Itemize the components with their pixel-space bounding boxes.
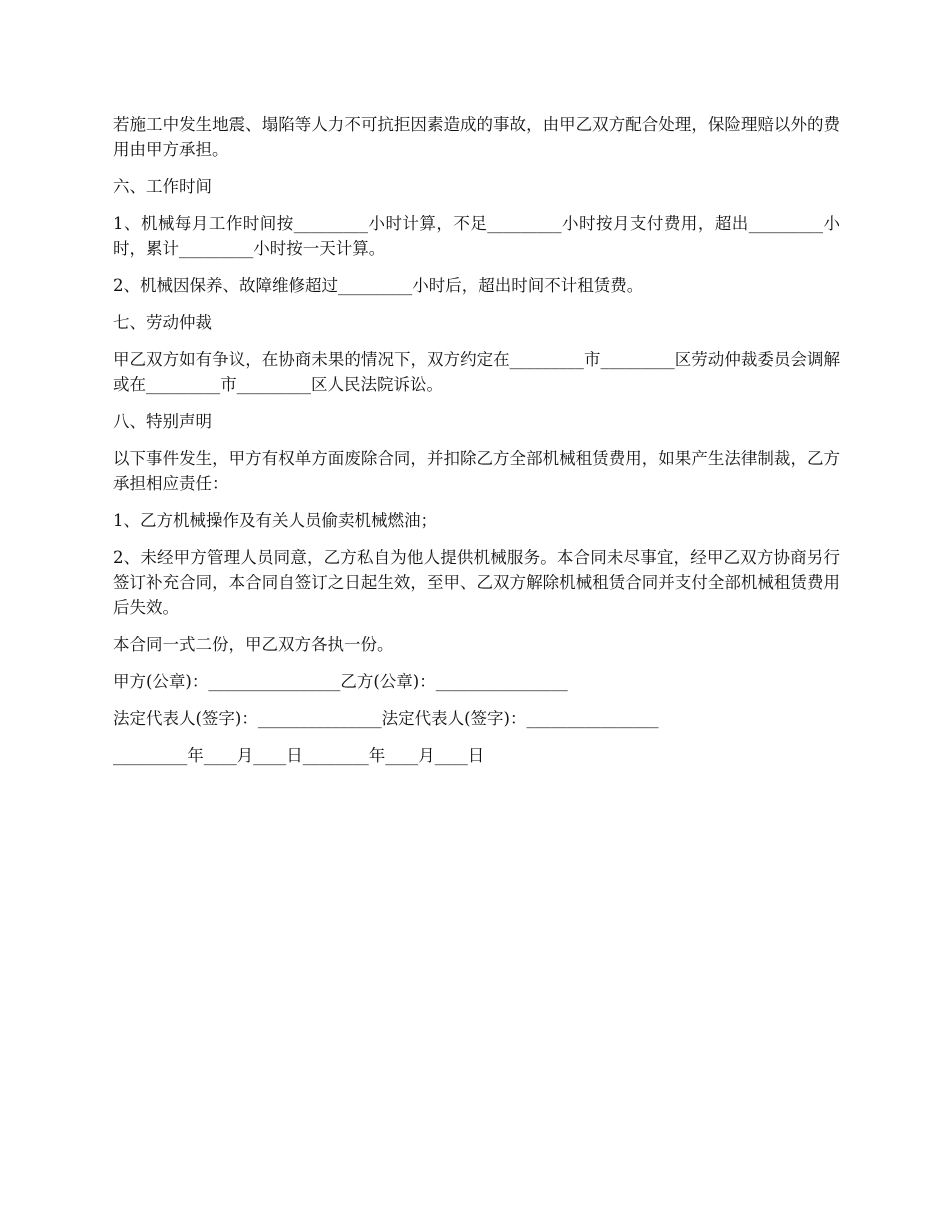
signature-date-line: _________年____月____日________年____月____日 xyxy=(113,746,485,765)
document-page xyxy=(113,112,840,780)
paragraph-copies: 本合同一式二份，甲乙双方各执一份。 xyxy=(113,635,394,654)
paragraph-unauthorized-service: 2、未经甲方管理人员同意，乙方私自为他人提供机械服务。本合同未尽事宜，经甲乙双方协商另行签订补充合同，本合同自签订之日起生效，至甲、乙双方解除机械租赁合同并支付全部机械租赁费用后失效。 xyxy=(113,548,840,617)
section-heading-work-time: 六、工作时间 xyxy=(113,177,212,196)
paragraph-force-majeure: 若施工中发生地震、塌陷等人力不可抗拒因素造成的事故，由甲乙双方配合处理，保险理赔以外的费用由甲方承担。 xyxy=(113,115,840,159)
signature-representative-line: 法定代表人(签字)：_______________法定代表人(签字)：________________ xyxy=(113,709,659,728)
paragraph-termination: 以下事件发生，甲方有权单方面废除合同，并扣除乙方全部机械租赁费用，如果产生法律制裁，乙方承担相应责任： xyxy=(113,449,840,493)
paragraph-work-hours: 1、机械每月工作时间按_________小时计算，不足_________小时按月支付费用，超出_________小时，累计_________小时按一天计算。 xyxy=(113,214,840,258)
paragraph-arbitration: 甲乙双方如有争议，在协商未果的情况下，双方约定在_________市_________区劳动仲裁委员会调解或在_________市_________区人民法院诉讼。 xyxy=(113,350,840,394)
paragraph-fuel-theft: 1、乙方机械操作及有关人员偷卖机械燃油； xyxy=(113,511,437,530)
section-heading-arbitration: 七、劳动仲裁 xyxy=(113,313,212,332)
section-heading-special-statement: 八、特别声明 xyxy=(113,412,212,431)
signature-seal-line: 甲方(公章)：________________乙方(公章)：________________ xyxy=(113,672,568,691)
paragraph-maintenance: 2、机械因保养、故障维修超过_________小时后，超出时间不计租赁费。 xyxy=(113,276,644,295)
